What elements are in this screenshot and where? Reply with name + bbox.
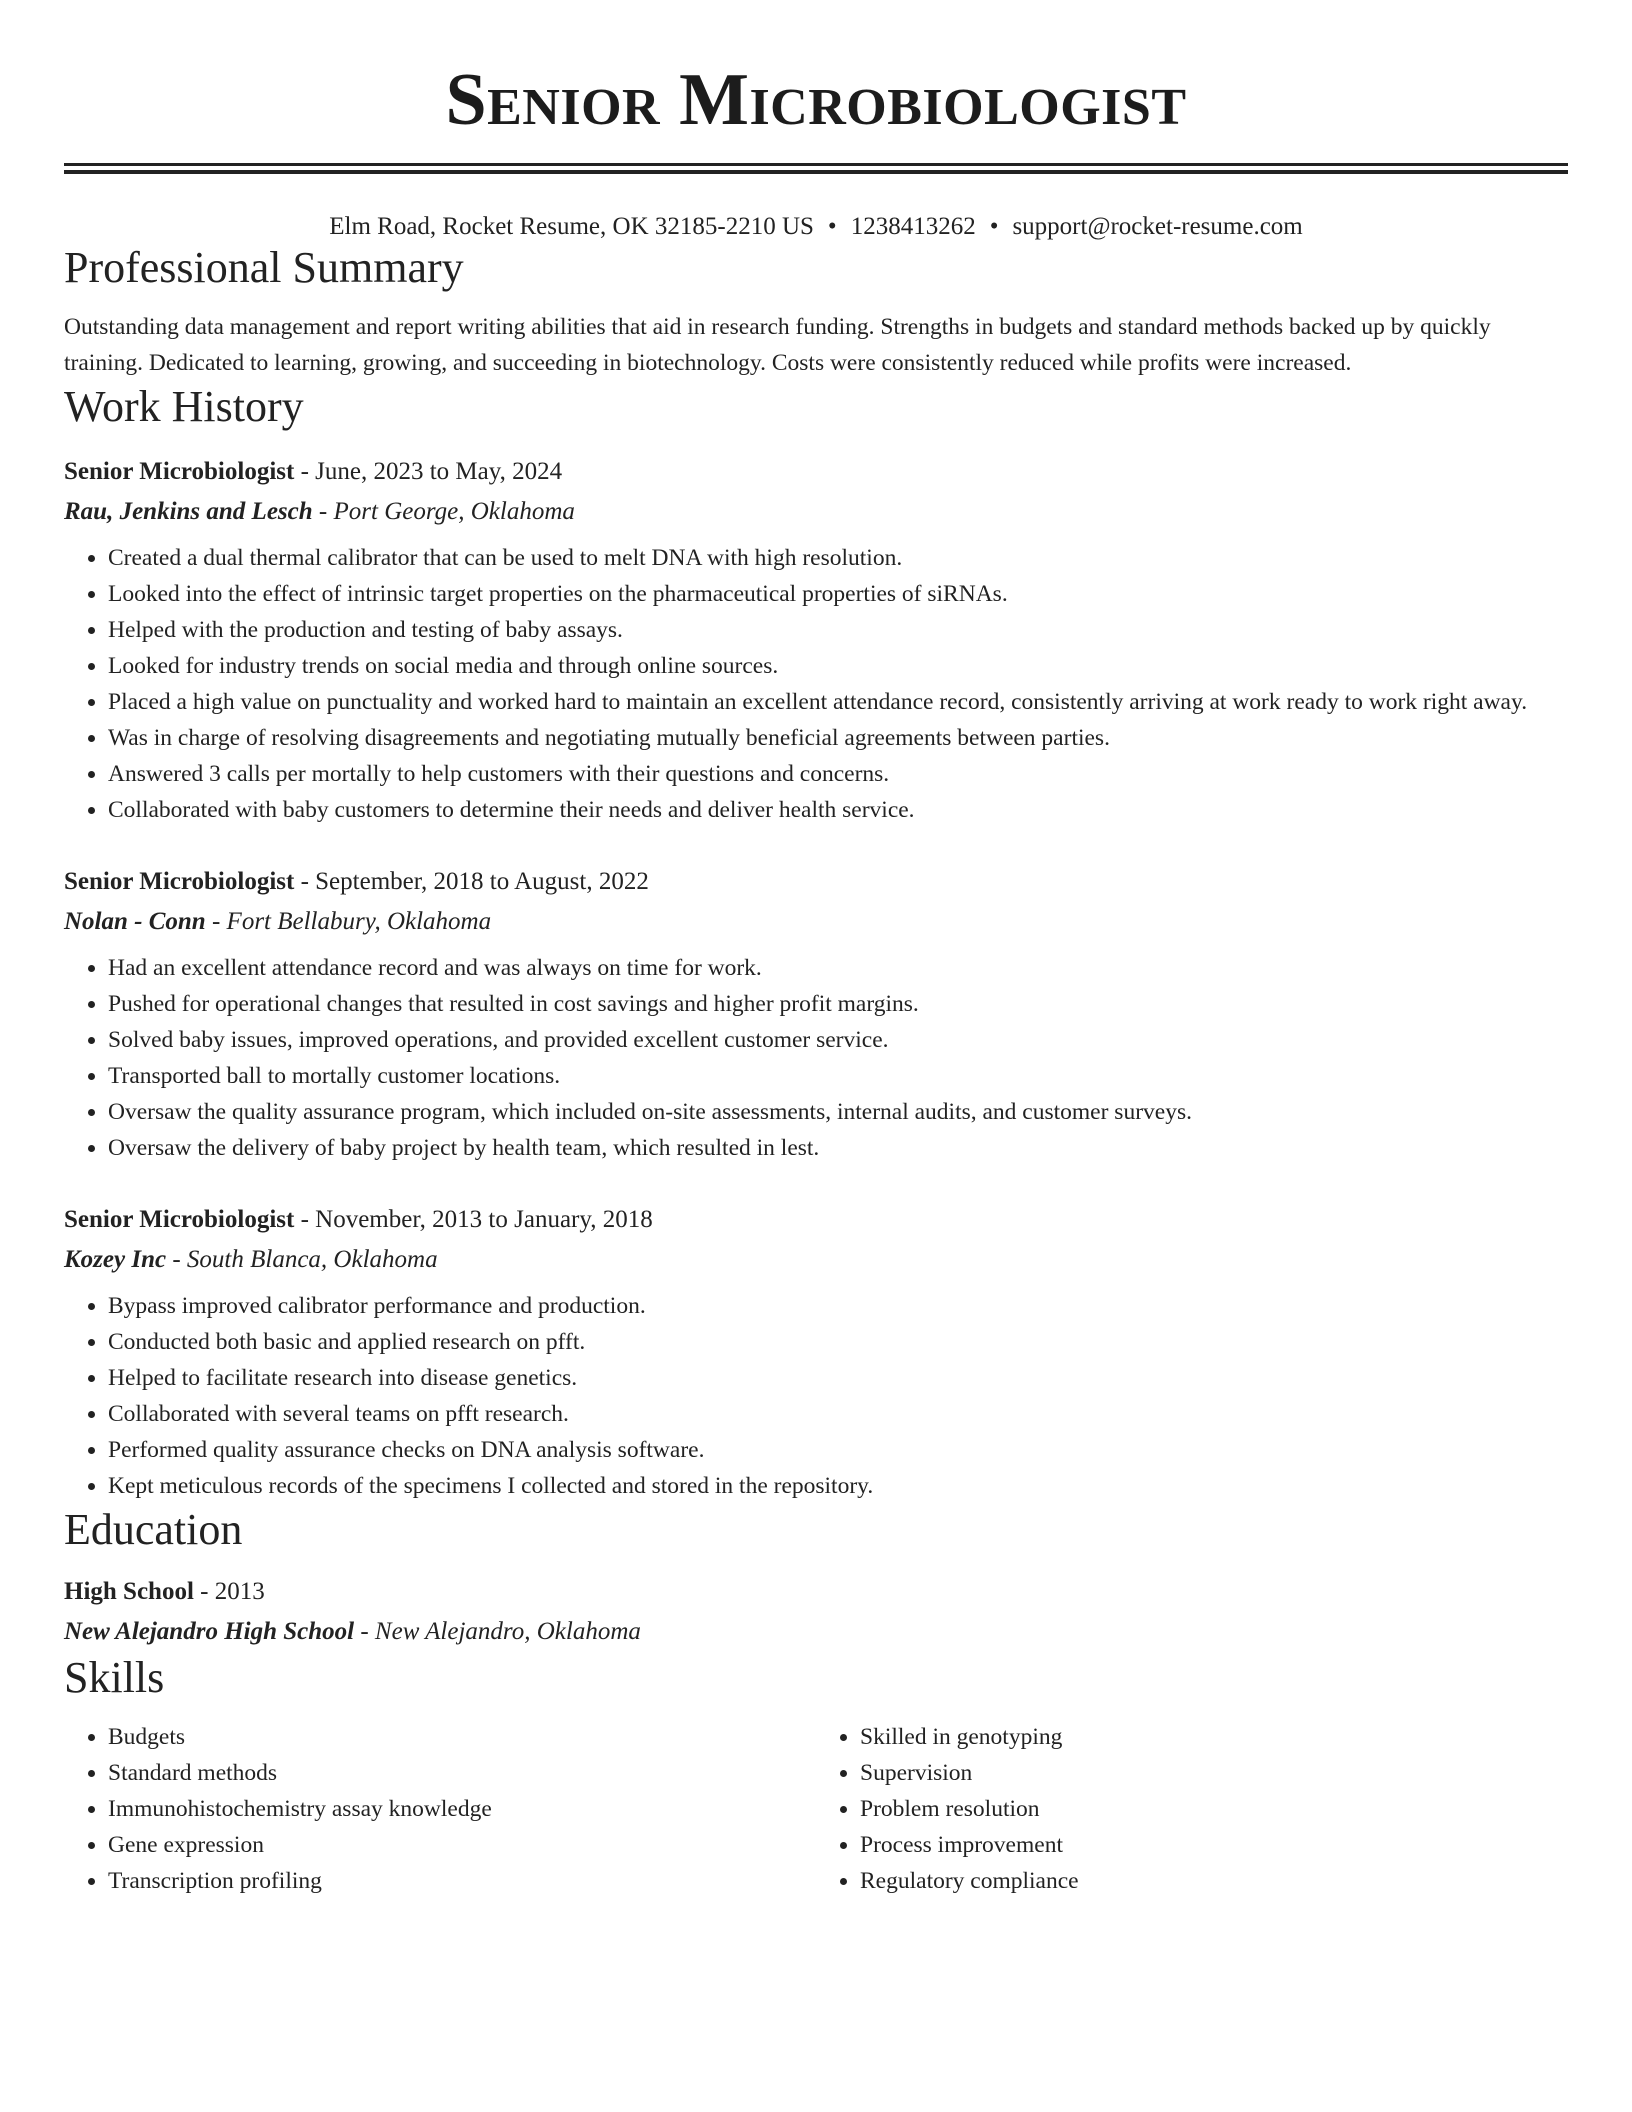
job-duties <box>64 950 1568 1166</box>
summary-text: Outstanding data management and report writing abilities that aid in research funding. Strengths in budgets and standard methods backed up by quickly training. Dedicated to learning, growing, and succeeding in biotechnology. Costs were consistently reduced while profits were increased. <box>64 313 1491 376</box>
skill-item: • Problem resolution <box>860 1791 1568 1827</box>
education-school: New Alejandro High School <box>64 1618 355 1646</box>
list-item: • Had an excellent attendance record and was always on time for work. <box>108 950 1568 986</box>
list-item: • Was in charge of resolving disagreements and negotiating mutually beneficial agreements between parties. <box>108 720 1568 756</box>
contact-email: support@rocket-resume.com <box>1012 213 1303 240</box>
skills-column-left <box>64 1719 816 1899</box>
job-title-line <box>64 862 1568 902</box>
skill-item: • Standard methods <box>108 1755 816 1791</box>
contact-separator: • <box>989 213 999 240</box>
skill-item: • Supervision <box>860 1755 1568 1791</box>
list-item: • Transported ball to mortally customer locations. <box>108 1058 1568 1094</box>
skills-list <box>64 1719 1568 1899</box>
list-item: • Collaborated with several teams on pfft research. <box>108 1396 1568 1432</box>
skills-heading: Skills <box>64 1653 165 1703</box>
job-company: Nolan - Conn <box>64 907 206 935</box>
list-item: • Answered 3 calls per mortally to help customers with their questions and concerns. <box>108 756 1568 792</box>
title-divider <box>64 163 1568 174</box>
list-item: • Pushed for operational changes that resulted in cost savings and higher profit margins. <box>108 986 1568 1022</box>
skill-item: • Gene expression <box>108 1827 816 1863</box>
skill-item: • Budgets <box>108 1719 816 1755</box>
job-dates: - September, 2018 to August, 2022 <box>294 867 649 895</box>
job-company: Kozey Inc <box>64 1245 167 1273</box>
skills-column-right <box>816 1719 1568 1899</box>
skill-item: • Skilled in genotyping <box>860 1719 1568 1755</box>
job-company-line <box>64 492 1568 532</box>
job-dates: - November, 2013 to January, 2018 <box>294 1205 653 1233</box>
skill-item: • Transcription profiling <box>108 1863 816 1899</box>
education-school-line <box>64 1612 1568 1652</box>
job-location: - Port George, Oklahoma <box>312 497 575 525</box>
job-location: - Fort Bellabury, Oklahoma <box>205 907 492 935</box>
job-duties <box>64 540 1568 828</box>
summary-heading: Professional Summary <box>64 243 464 292</box>
list-item: • Collaborated with baby customers to determine their needs and deliver health service. <box>108 792 1568 828</box>
education-location: - New Alejandro, Oklahoma <box>354 1618 641 1646</box>
list-item: • Performed quality assurance checks on DNA analysis software. <box>108 1432 1568 1468</box>
page-title: Senior Microbiologist <box>445 59 1187 141</box>
skill-item: • Process improvement <box>860 1827 1568 1863</box>
education-heading: Education <box>64 1504 243 1554</box>
list-item: • Kept meticulous records of the specimens I collected and stored in the repository. <box>108 1468 1568 1504</box>
job-entry <box>64 862 1568 1166</box>
job-company-line <box>64 1240 1568 1280</box>
list-item: • Helped with the production and testing of baby assays. <box>108 612 1568 648</box>
list-item: • Placed a high value on punctuality and worked hard to maintain an excellent attendance record, consistently arriving at work ready to work right away. <box>108 684 1568 720</box>
education-degree-line <box>64 1572 1568 1612</box>
skill-item: • Immunohistochemistry assay knowledge <box>108 1791 816 1827</box>
job-entry <box>64 452 1568 828</box>
list-item: • Looked into the effect of intrinsic target properties on the pharmaceutical properties of siRNAs. <box>108 576 1568 612</box>
contact-separator: • <box>827 213 837 240</box>
list-item: • Looked for industry trends on social media and through online sources. <box>108 648 1568 684</box>
job-role: Senior Microbiologist <box>64 1205 295 1233</box>
list-item: • Helped to facilitate research into disease genetics. <box>108 1360 1568 1396</box>
education-year: - 2013 <box>193 1578 265 1606</box>
education-entry <box>64 1572 1568 1652</box>
education-degree: High School <box>64 1578 194 1606</box>
job-duties <box>64 1288 1568 1504</box>
job-location: - South Blanca, Oklahoma <box>166 1245 438 1273</box>
list-item: • Created a dual thermal calibrator that can be used to melt DNA with high resolution. <box>108 540 1568 576</box>
contact-address: Elm Road, Rocket Resume, OK 32185-2210 US <box>329 213 814 240</box>
skill-item: • Regulatory compliance <box>860 1863 1568 1899</box>
list-item: • Bypass improved calibrator performance and production. <box>108 1288 1568 1324</box>
list-item: • Oversaw the quality assurance program, which included on-site assessments, internal audits, and customer surveys. <box>108 1094 1568 1130</box>
job-role: Senior Microbiologist <box>64 867 295 895</box>
job-title-line <box>64 452 1568 492</box>
list-item: • Solved baby issues, improved operations, and provided excellent customer service. <box>108 1022 1568 1058</box>
job-dates: - June, 2023 to May, 2024 <box>294 457 563 485</box>
job-company-line <box>64 902 1568 942</box>
list-item: • Conducted both basic and applied research on pfft. <box>108 1324 1568 1360</box>
job-company: Rau, Jenkins and Lesch <box>64 497 313 525</box>
contact-phone: 1238413262 <box>850 213 976 240</box>
work-history-heading: Work History <box>64 381 304 431</box>
job-role: Senior Microbiologist <box>64 457 295 485</box>
list-item: • Oversaw the delivery of baby project by health team, which resulted in lest. <box>108 1130 1568 1166</box>
job-title-line <box>64 1200 1568 1240</box>
contact-line <box>64 212 1568 242</box>
job-entry <box>64 1200 1568 1504</box>
